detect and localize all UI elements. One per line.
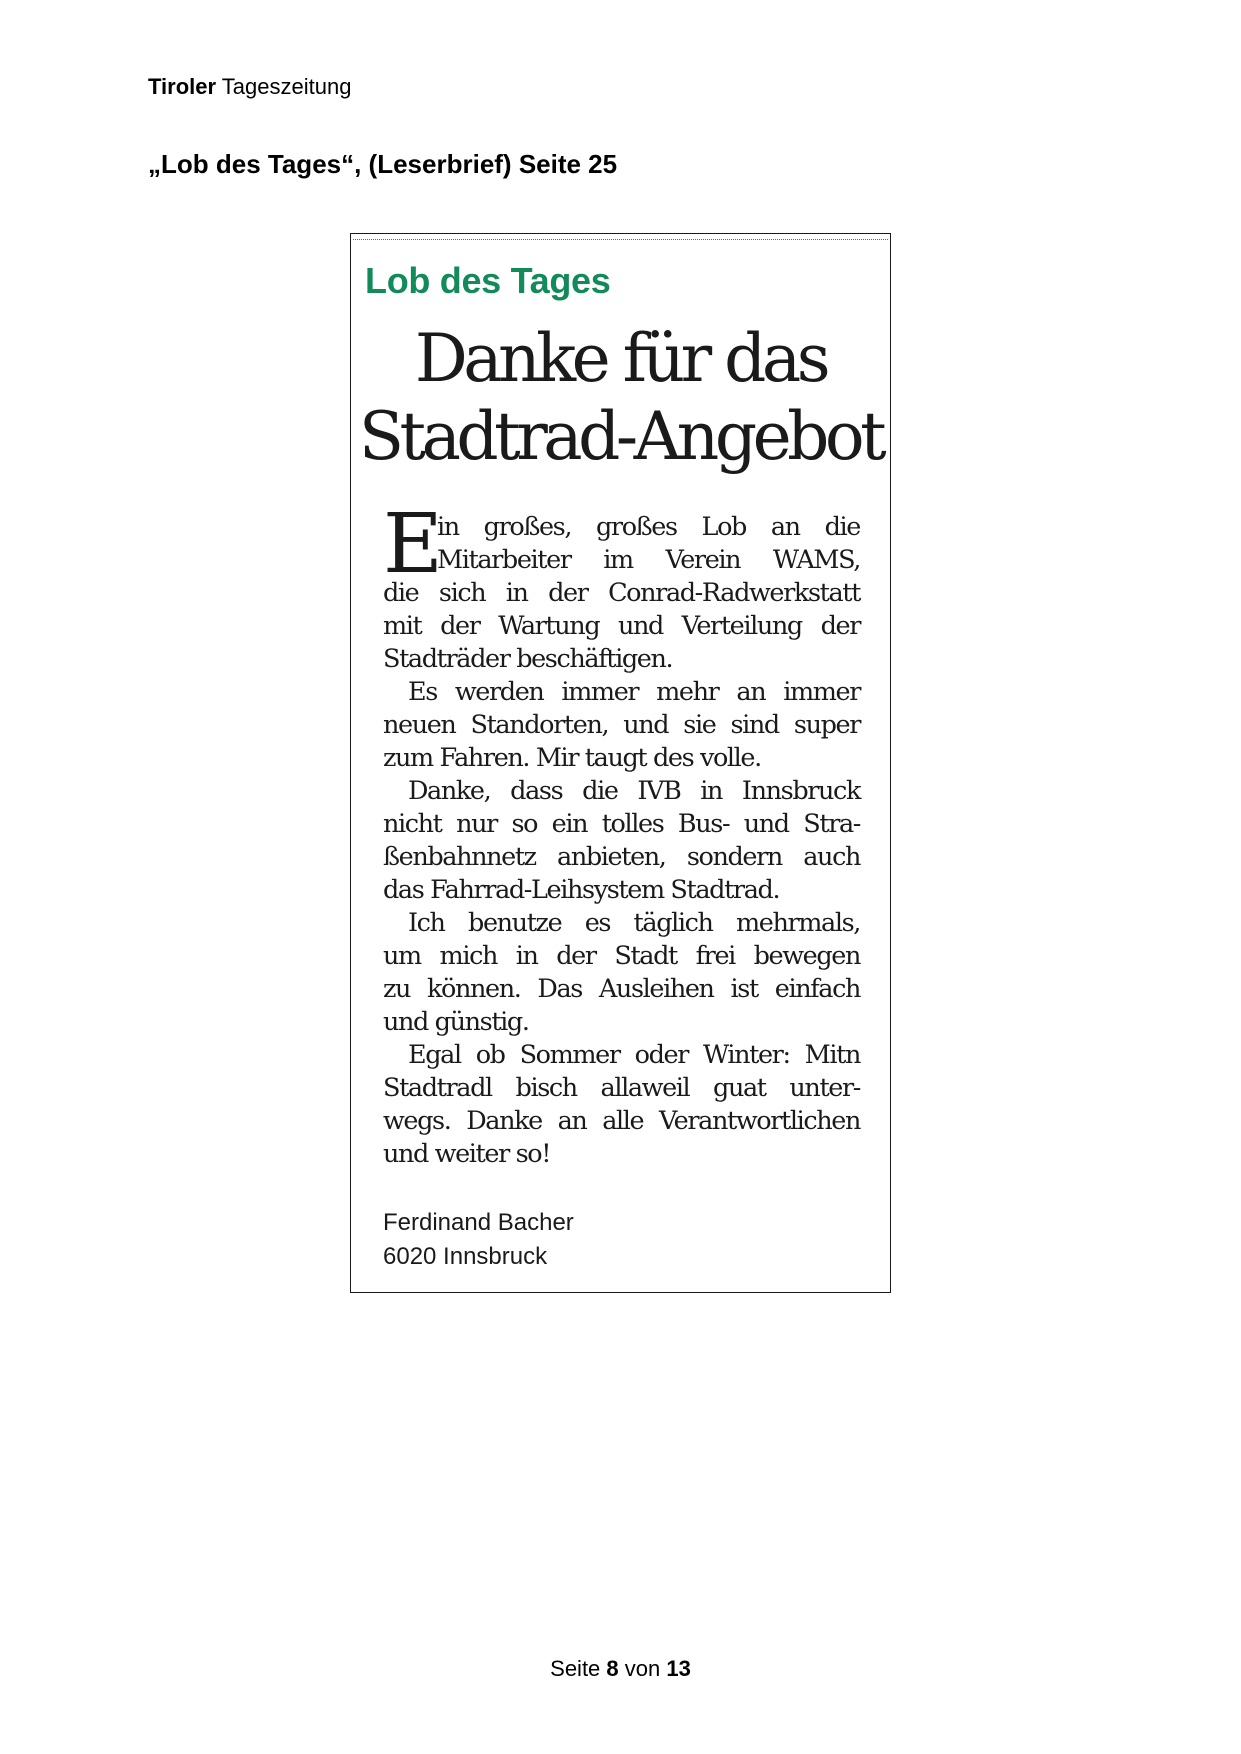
paragraph <box>383 907 860 1039</box>
clipping-headline <box>351 320 890 476</box>
body-line: Ich benutze es täglich mehrmals, <box>408 908 860 938</box>
clipping-top-rule <box>353 239 888 240</box>
newspaper-clipping <box>350 233 891 1293</box>
headline-line: Danke für das <box>414 320 827 397</box>
source-line: „Lob des Tages“, (Leserbrief) Seite 25 <box>148 149 618 179</box>
body-line: und günstig. <box>383 1007 529 1037</box>
total-page-count: 13 <box>666 1656 691 1681</box>
body-line: die sich in der Conrad-Radwerkstatt <box>383 578 860 608</box>
body-line: Egal ob Sommer oder Winter: Mitn <box>408 1040 860 1070</box>
publication-name <box>148 74 351 100</box>
body-line: Danke, dass die IVB in Innsbruck <box>408 776 860 806</box>
paragraph <box>383 676 860 775</box>
body-line: zu können. Das Ausleihen ist einfach <box>383 974 860 1004</box>
body-line: Mitarbeiter im Verein WAMS, <box>437 545 860 575</box>
body-line: und weiter so! <box>383 1139 551 1169</box>
body-line: Stadtradl bisch allaweil guat unter- <box>383 1073 860 1103</box>
letter-body <box>383 497 860 1171</box>
author-place: 6020 Innsbruck <box>383 1243 548 1270</box>
body-line: Es werden immer mehr an immer <box>408 677 860 707</box>
paragraph <box>383 775 860 907</box>
footer-middle: von <box>618 1656 667 1681</box>
body-line: um mich in der Stadt frei bewegen <box>383 941 860 971</box>
publication-name-bold: Tiroler <box>148 74 217 99</box>
headline-line: Stadtrad-Angebot <box>358 398 883 475</box>
author-name: Ferdinand Bacher <box>383 1209 574 1236</box>
footer-prefix: Seite <box>550 1656 607 1681</box>
paragraph <box>383 497 860 676</box>
body-line: in großes, großes Lob an die <box>437 512 860 542</box>
publication-name-rest: Tageszeitung <box>216 74 352 99</box>
paragraph <box>383 1039 860 1171</box>
body-line: mit der Wartung und Verteilung der <box>383 611 860 641</box>
body-line: nicht nur so ein tolles Bus- und Stra- <box>383 809 860 839</box>
clipping-kicker: Lob des Tages <box>365 260 611 301</box>
letter-signature <box>383 1206 574 1274</box>
body-line: wegs. Danke an alle Verantwortlichen <box>383 1106 860 1136</box>
body-line: Stadträder beschäftigen. <box>383 644 673 674</box>
body-line: zum Fahren. Mir taugt des volle. <box>383 743 761 773</box>
drop-cap: E <box>383 497 443 592</box>
body-line: das Fahrrad-Leihsystem Stadtrad. <box>383 875 780 905</box>
body-line: neuen Standorten, und sie sind super <box>383 710 860 740</box>
current-page-number: 8 <box>606 1656 619 1681</box>
body-line: ßenbahnnetz anbieten, sondern auch <box>383 842 860 872</box>
page-footer <box>0 1656 1241 1682</box>
